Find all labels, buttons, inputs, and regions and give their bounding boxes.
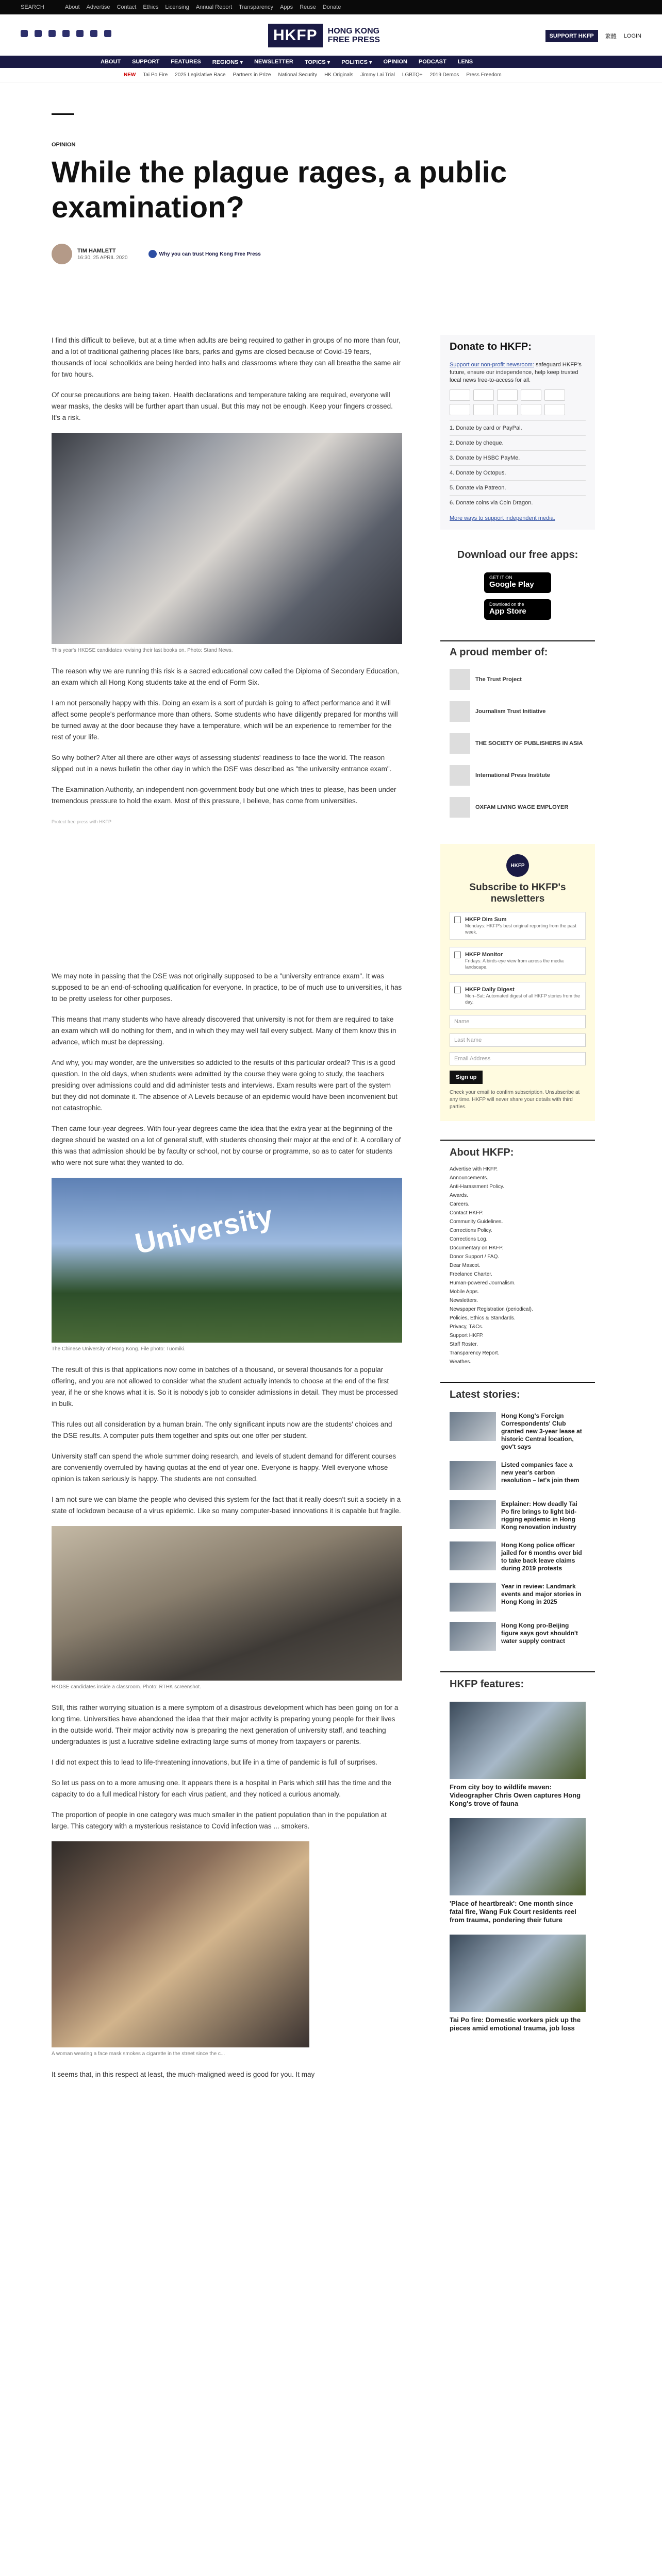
publish-date: 16:30, 25 APRIL 2020: [77, 255, 128, 261]
about-list: [440, 1165, 595, 1366]
site-logo[interactable]: [268, 24, 380, 47]
paragraph: I am not personally happy with this. Doing an exam is a sort of purdah is going to affect performance and it will affect some people's performance more than others. Some students who have diligently prepared for months will be turned away at the door because they have a temperature, which will be an experience to remember for the rest of your life.: [52, 699, 398, 741]
about-link[interactable]: Community Guidelines.: [450, 1219, 503, 1225]
member-label: Journalism Trust Initiative: [475, 708, 546, 715]
feature-title: Tai Po fire: Domestic workers pick up the pieces amid emotional trauma, job loss: [450, 2016, 581, 2032]
main-nav: [0, 56, 662, 68]
rss-icon[interactable]: [104, 30, 111, 37]
exam-candidates-photo: [52, 433, 402, 644]
about-link[interactable]: Corrections Log.: [450, 1236, 488, 1242]
nav-item[interactable]: ABOUT: [101, 59, 121, 65]
story-title: Year in review: Landmark events and major stories in Hong Kong in 2025: [501, 1583, 582, 1605]
trust-badge-icon: [148, 250, 157, 258]
newsletter-note: Check your email to confirm subscription. Unsubscribe at any time. HKFP will never share your details with third parties.: [450, 1090, 580, 1110]
login-link[interactable]: LOGIN: [623, 33, 641, 39]
paragraph: University staff can spend the whole summer doing research, and levels of student demand for different courses are conveniently overruled by having quotas at the end of year one. Everyone is happy. Well everyone whose opinion is taken seriously is happy. The students are not consulted.: [52, 1452, 396, 1483]
about-link[interactable]: Advertise with HKFP.: [450, 1166, 498, 1172]
byline: [52, 244, 608, 264]
ad-slot: [52, 837, 402, 971]
option-name: HKFP Daily Digest: [465, 987, 515, 993]
payme-icon: [473, 404, 494, 415]
about-link[interactable]: Staff Roster.: [450, 1342, 478, 1347]
divider: [52, 113, 74, 115]
newsletter-option[interactable]: [450, 947, 586, 975]
email-field[interactable]: Email Address: [450, 1052, 586, 1065]
university-photo: [52, 1178, 402, 1343]
about-link[interactable]: Policies, Ethics & Standards.: [450, 1315, 516, 1321]
donate-option[interactable]: 6. Donate coins via Coin Dragon.: [450, 495, 586, 510]
checkbox-icon[interactable]: [454, 917, 461, 923]
latest-story[interactable]: [440, 1617, 595, 1656]
article-category[interactable]: OPINION: [52, 142, 76, 148]
paragraph: And why, you may wonder, are the universities so addicted to the results of this particular ordeal? This is a good question. In the old days, when students were admitted by the course they were going to study, the teachers presiding over admissions could and did administer tests and interviews. Exam results were part of the system but they did not dominate it. The absence of A Levels because of an epidemic would have been inconvenient but not catastrophic.: [52, 1059, 398, 1112]
member-label: International Press Institute: [475, 772, 550, 778]
latest-story[interactable]: [440, 1536, 595, 1578]
about-link[interactable]: Donor Support / FAQ.: [450, 1254, 500, 1260]
newsletter-widget: [440, 844, 595, 1121]
topbar-link[interactable]: Apps: [280, 4, 293, 10]
facebook-icon[interactable]: [21, 30, 28, 37]
topbar-link[interactable]: Contact: [117, 4, 137, 10]
feature-title: From city boy to wildlife maven: Videographer Chris Owen captures Hong Kong's trove of fauna: [450, 1783, 581, 1807]
unionpay-icon: [521, 389, 541, 401]
about-link[interactable]: Corrections Policy.: [450, 1228, 492, 1233]
story-title: Hong Kong pro-Beijing figure says govt shouldn't water supply contract: [501, 1622, 578, 1645]
paragraph: So let us pass on to a more amusing one. It appears there is a hospital in Paris which still has the time and the capacity to do a full medical history for each virus patient, and they noticed a curious anomaly.: [52, 1779, 391, 1798]
author-avatar: [52, 244, 72, 264]
member-logo[interactable]: [440, 696, 595, 727]
story-title: Hong Kong police officer jailed for 6 months over bid to take back leave claims during 2019 protests: [501, 1541, 582, 1572]
nav-item[interactable]: TOPICS ▾: [304, 59, 330, 65]
sidebar: [440, 335, 595, 2038]
about-link[interactable]: Anti-Harassment Policy.: [450, 1184, 504, 1190]
feature-image: [450, 1818, 586, 1895]
photo-caption: The Chinese University of Hong Kong. File photo: Tuomiki.: [52, 1346, 186, 1352]
paragraph: It seems that, in this respect at least, the much-maligned weed is good for you. It may: [52, 2071, 315, 2078]
about-link[interactable]: Weathes.: [450, 1359, 472, 1365]
newsletter-option[interactable]: [450, 912, 586, 940]
promo-text: Protect free press with HKFP: [52, 819, 112, 824]
photo-caption: HKDSE candidates inside a classroom. Photo: RTHK screenshot.: [52, 1684, 201, 1690]
threads-icon[interactable]: [62, 30, 70, 37]
app-store-small: Download on the: [489, 602, 524, 607]
google-play-button[interactable]: [484, 572, 551, 593]
option-desc: Fridays: A birds-eye view from across the media landscape.: [465, 958, 564, 970]
topbar-link[interactable]: Ethics: [143, 4, 159, 10]
option-desc: Mondays: HKFP's best original reporting from the past week.: [465, 923, 576, 935]
jti-icon: [450, 701, 470, 722]
donate-widget: [440, 335, 595, 530]
article-header: [52, 103, 608, 264]
donate-title: Donate to HKFP:: [450, 341, 532, 352]
patreon-icon: [521, 404, 541, 415]
instagram-icon[interactable]: [48, 30, 56, 37]
paragraph: So why bother? After all there are other ways of assessing students' readiness to face the world. The reason slipped out in a news bulletin the other day in which the DSE was described as "the university entrance exam".: [52, 754, 392, 773]
donate-option[interactable]: 3. Donate by HSBC PayMe.: [450, 450, 586, 465]
topbar-link[interactable]: Advertise: [86, 4, 110, 10]
paragraph: Of course precautions are being taken. Health declarations and temperature taking are required, everyone will wear masks, the desks will be further apart than usual. But this may not be enough. Keep your fingers crossed. It's a risk.: [52, 391, 393, 421]
payment-icons: [440, 389, 595, 420]
paragraph: Still, this rather worrying situation is a mere symptom of a disastrous development which has been going on for a long time. Universities have abandoned the idea that their major activity is preparing young people for their lives in the outside world. Their major activity now is preparing the next generation of university staff, and teaching undergraduates is just a lucrative sideline extracting large sums of money from taxpayers or parents.: [52, 1704, 399, 1745]
member-logo[interactable]: [440, 791, 595, 823]
checkbox-icon[interactable]: [454, 987, 461, 993]
about-link[interactable]: Newspaper Registration (periodical).: [450, 1307, 533, 1312]
story-title: Listed companies face a new year's carbon resolution – let's join them: [501, 1461, 580, 1484]
apps-title: Download our free apps:: [457, 549, 578, 561]
latest-story[interactable]: [440, 1407, 595, 1456]
topbar-link[interactable]: Licensing: [165, 4, 189, 10]
trending-link[interactable]: Tai Po Fire: [143, 72, 168, 78]
features-title: HKFP features:: [440, 1671, 595, 1697]
trending-bar: [0, 68, 662, 82]
photo-caption: A woman wearing a face mask smokes a cigarette in the street since the c...: [52, 2051, 225, 2057]
nav-item[interactable]: POLITICS ▾: [341, 59, 372, 65]
feature-card[interactable]: [440, 1697, 595, 1813]
paragraph: The proportion of people in one category was much smaller in the patient population than in the population at large. This category with a mysterious resistance to Covid infection was ... smokers.: [52, 1811, 387, 1830]
new-badge: NEW: [124, 72, 136, 78]
story-title: Explainer: How deadly Tai Po fire brings to light bid-rigging epidemic in Hong Kong renovation industry: [501, 1500, 577, 1531]
trending-link[interactable]: LGBTQ+: [402, 72, 423, 78]
donate-option[interactable]: 5. Donate via Patreon.: [450, 480, 586, 495]
about-link[interactable]: Announcements.: [450, 1175, 489, 1181]
trending-link[interactable]: Partners in Prize: [233, 72, 271, 78]
x-icon[interactable]: [35, 30, 42, 37]
donate-option[interactable]: 4. Donate by Octopus.: [450, 465, 586, 480]
about-link[interactable]: Documentary on HKFP.: [450, 1245, 504, 1251]
story-thumbnail: [450, 1412, 496, 1441]
signup-button[interactable]: Sign up: [450, 1071, 483, 1084]
ipi-icon: [450, 765, 470, 786]
about-link[interactable]: Mobile Apps.: [450, 1289, 479, 1295]
octopus-icon: [497, 404, 518, 415]
member-label: THE SOCIETY OF PUBLISHERS IN ASIA: [475, 740, 583, 747]
trust-project-icon: [450, 669, 470, 690]
amex-icon: [497, 389, 518, 401]
feature-card[interactable]: [440, 1929, 595, 2038]
support-button[interactable]: SUPPORT HKFP: [545, 30, 598, 42]
topbar-link[interactable]: Reuse: [300, 4, 316, 10]
logo-name-line1: HONG KONG: [327, 27, 380, 36]
topbar-link[interactable]: Donate: [322, 4, 341, 10]
donate-option[interactable]: 2. Donate by cheque.: [450, 435, 586, 450]
paragraph: This rules out all consideration by a human brain. The only significant inputs now are the students' choices and the DSE results. A computer puts them together and spits out one offer per student.: [52, 1420, 392, 1439]
latest-story[interactable]: [440, 1456, 595, 1495]
app-store-button[interactable]: [484, 599, 551, 620]
paragraph: Then came four-year degrees. With four-year degrees came the idea that the extra year at the beginning of the degree should be wasted on a lot of general stuff, with students choosing their major at the end of it. A corollary of this was that admission should be by faculty or school, not by course or programme, so as to cater for students who were not sure what they wanted to do.: [52, 1125, 401, 1166]
mastercard-icon: [450, 389, 470, 401]
latest-story[interactable]: [440, 1495, 595, 1536]
paragraph: The result of this is that applications now come in batches of a thousand, or several thousands for a popular offering, and you are not allowed to consider what the student actually intends to choose at the end of the first year, if he or she knows what it is. So it is nobody's job to consider admissions in detail. They must be processed in bulk.: [52, 1366, 398, 1408]
member-logo[interactable]: [440, 664, 595, 696]
feature-title: 'Place of heartbreak': One month since fatal fire, Wang Fuk Court residents reel from trauma, pondering their future: [450, 1900, 576, 1924]
donate-option[interactable]: 1. Donate by card or PayPal.: [450, 420, 586, 435]
more-ways-link[interactable]: More ways to support independent media.: [450, 515, 555, 521]
about-link[interactable]: Transparency Report.: [450, 1350, 500, 1356]
option-desc: Mon–Sat: Automated digest of all HKFP stories from the day.: [465, 993, 580, 1005]
trust-link-label: Why you can trust Hong Kong Free Press: [159, 251, 261, 257]
social-icons: [21, 30, 111, 37]
trending-link[interactable]: Press Freedom: [466, 72, 502, 78]
paragraph: The reason why we are running this risk is a sacred educational cow called the Diploma of Secondary Education, an exam which all Hong Kong students take at the end of Form Six.: [52, 667, 399, 686]
newsletter-title: Subscribe to HKFP's newsletters: [469, 882, 566, 904]
feature-card[interactable]: [440, 1813, 595, 1929]
site-header: [0, 14, 662, 56]
story-thumbnail: [450, 1500, 496, 1529]
google-play-label: Google Play: [489, 580, 534, 589]
jcb-icon: [544, 389, 565, 401]
top-utility-bar: [0, 0, 662, 14]
about-title: About HKFP:: [440, 1140, 595, 1165]
about-link[interactable]: Dear Mascot.: [450, 1263, 481, 1268]
option-name: HKFP Dim Sum: [465, 917, 507, 923]
university-sign: University: [132, 1199, 276, 1260]
story-thumbnail: [450, 1461, 496, 1490]
option-name: HKFP Monitor: [465, 952, 503, 958]
topbar-link[interactable]: About: [64, 4, 80, 10]
nav-item[interactable]: PODCAST: [418, 59, 446, 65]
search-link[interactable]: SEARCH: [21, 4, 44, 10]
photo-caption: This year's HKDSE candidates revising their last books on. Photo: Stand News.: [52, 648, 233, 653]
donate-link[interactable]: Support our non-profit newsroom:: [450, 362, 534, 368]
nav-item[interactable]: FEATURES: [171, 59, 201, 65]
newsletter-badge: HKFP: [506, 854, 529, 877]
google-play-small: GET IT ON: [489, 575, 512, 580]
classroom-photo: [52, 1526, 402, 1681]
feature-image: [450, 1702, 586, 1779]
donate-intro: safeguard HKFP's future, ensure our independence, help keep trusted local news free-to-access for all.: [450, 362, 582, 383]
story-title: Hong Kong's Foreign Correspondents' Club granted new 3-year lease at historic Central location, gov't says: [501, 1412, 582, 1450]
nav-item[interactable]: LENS: [457, 59, 473, 65]
nav-item[interactable]: REGIONS ▾: [212, 59, 243, 65]
coindragon-icon: [544, 404, 565, 415]
logo-mark: HKFP: [268, 24, 323, 47]
story-thumbnail: [450, 1583, 496, 1612]
trust-link[interactable]: [148, 250, 261, 258]
paragraph: I find this difficult to believe, but at a time when adults are being required to gather in groups of no more than four, and a lot of traditional gathering places like bars, parks and gyms are closed because of Covid-19 fears, thousands of local schoolkids are being herded into halls and classrooms where they can all breathe the same air for two hours.: [52, 336, 401, 378]
last-name-field[interactable]: Last Name: [450, 1033, 586, 1047]
newsletter-option[interactable]: [450, 982, 586, 1010]
story-thumbnail: [450, 1541, 496, 1570]
about-link[interactable]: Support HKFP.: [450, 1333, 484, 1338]
author-name[interactable]: TIM HAMLETT: [77, 247, 116, 254]
about-link[interactable]: Freelance Charter.: [450, 1272, 492, 1277]
name-field[interactable]: Name: [450, 1015, 586, 1028]
latest-title: Latest stories:: [440, 1382, 595, 1407]
trending-link[interactable]: 2019 Demos: [429, 72, 459, 78]
paragraph: I did not expect this to lead to life-threatening innovations, but life in a time of pandemic is full of surprises.: [52, 1758, 377, 1766]
nav-item[interactable]: NEWSLETTER: [254, 59, 293, 65]
feature-image: [450, 1935, 586, 2012]
latest-story[interactable]: [440, 1578, 595, 1617]
member-label: OXFAM LIVING WAGE EMPLOYER: [475, 804, 569, 810]
about-link[interactable]: Awards.: [450, 1193, 468, 1198]
story-thumbnail: [450, 1622, 496, 1651]
article-body: [52, 335, 402, 2090]
trending-link[interactable]: HK Originals: [324, 72, 354, 78]
about-link[interactable]: Careers.: [450, 1201, 470, 1207]
checkbox-icon[interactable]: [454, 952, 461, 958]
members-title: A proud member of:: [440, 640, 595, 664]
about-link[interactable]: Human-powered Journalism.: [450, 1280, 516, 1286]
app-store-label: App Store: [489, 607, 526, 616]
article-title: While the plague rages, a public examination?: [52, 156, 507, 224]
youtube-icon[interactable]: [76, 30, 84, 37]
nav-item[interactable]: OPINION: [383, 59, 407, 65]
linkedin-icon[interactable]: [90, 30, 97, 37]
nav-item[interactable]: SUPPORT: [132, 59, 160, 65]
member-label: The Trust Project: [475, 676, 522, 683]
paypal-icon: [450, 404, 470, 415]
about-link[interactable]: Contact HKFP.: [450, 1210, 484, 1216]
sopa-icon: [450, 733, 470, 754]
paragraph: I am not sure we can blame the people who devised this system for the fact that it really doesn't suit a society in a state of lockdown because of a virus epidemic. Like so many computer-based innovations it is capable but fragile.: [52, 1496, 401, 1515]
trending-link[interactable]: 2025 Legislative Race: [175, 72, 226, 78]
oxfam-icon: [450, 797, 470, 818]
about-link[interactable]: Privacy, T&Cs.: [450, 1324, 484, 1330]
trending-link[interactable]: National Security: [278, 72, 318, 78]
paragraph: This means that many students who have already discovered that university is not for them are required to take an exam which will do nothing for them, and in which they may well fail every subject. Many of them know this in advance, which must be depressing.: [52, 1015, 396, 1046]
paragraph: The Examination Authority, an independent non-government body but one which tries to please, has been under tremendous pressure to hold the exam. Most of this pressure, I believe, has come from universities.: [52, 786, 396, 805]
smoker-photo: [52, 1841, 309, 2047]
paragraph: We may note in passing that the DSE was not originally supposed to be a "university entrance exam". It was supposed to be an end-of-schooling qualification for everyone. In practice, to be of much use to universities, it has to be pretty useless for other purposes.: [52, 972, 402, 1003]
logo-name-line2: FREE PRESS: [327, 36, 380, 44]
member-logo[interactable]: [440, 759, 595, 791]
topbar-link[interactable]: Transparency: [239, 4, 273, 10]
topbar-link[interactable]: Annual Report: [195, 4, 233, 10]
visa-icon: [473, 389, 494, 401]
about-link[interactable]: Newsletters.: [450, 1298, 478, 1303]
language-link[interactable]: 繁體: [605, 33, 617, 40]
trending-link[interactable]: Jimmy Lai Trial: [360, 72, 395, 78]
member-logo[interactable]: [440, 727, 595, 759]
